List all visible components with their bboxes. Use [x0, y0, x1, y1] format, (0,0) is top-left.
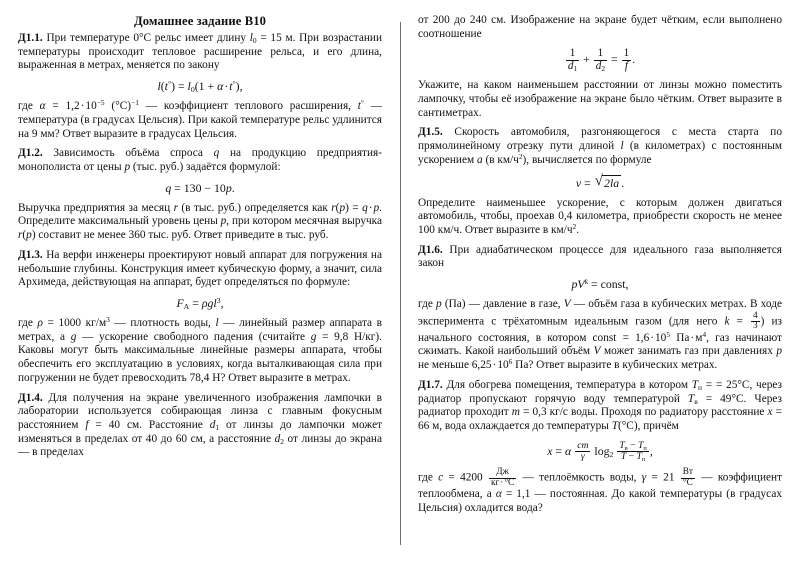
- problem-3-outro: где ρ = 1000 $кг/м^3$ — плотность воды, l — линейный размер аппарата в метрах, а g — ускорение свободного падения (считайте g = 9,8 Н/кг). Каковы могут быть максимальные линейные размеры аппарата, чтобы обеспечить его эксплуатацию в условиях, когда выталкивающая сила при погружении не будет превосходить 78,4 Н? Ответ выразите в метрах.: [18, 315, 382, 384]
- problem-6-outro: где p (Па) — давление в газе, V — объём газа в кубических метрах. В ходе эксперимента с трёхатомным идеальным газом (для него k = $\frac{4}{3}$ ) из начального состояния, в котором const = $1,6\cdot 10^5$ $Па\cdot м^4$, газ начинают сжимать. Какой наибольший объём V может занимать газ при давлениях p не меньше $6,25\cdot 10^6$ Па? Ответ выразите в кубических метрах.: [418, 298, 782, 372]
- problem-5-formula: v = √ 2la .: [575, 172, 625, 190]
- problem-2-intro: Д1.2. Зависимость объёма спроса q на продукцию предприятия-монополиста от цены p (тыс. руб.) задаётся формулой:: [18, 147, 382, 173]
- problem-2-number: Д1.2.: [18, 147, 43, 160]
- problem-1-formula: $l(t^\circ) = l_0(1 + \alpha\cdot t^\circ)$,: [157, 79, 243, 95]
- problem-3-number: Д1.3.: [18, 248, 43, 261]
- problem-1-outro: где $\alpha = 1,2\cdot 10^{-5}$ $(^\circ C)^{-1}$ — коэффициент теплового расширения, t° — температура (в градусах Цельсия). При какой температуре рельс удлинится на 9 мм? Ответ выразите в градусах Цельсия.: [18, 98, 382, 140]
- problem-2-outro: Выручка предприятия за месяц r (в тыс. руб.) определяется как r(p) = q·p. Определите максимальный уровень цены p, при котором месячная выручка r(p) составит не менее 360 тыс. руб. Ответ приведите в тыс. руб.: [18, 201, 382, 242]
- problem-4-outro: Укажите, на каком наименьшем расстоянии от линзы можно поместить лампочку, чтобы её изображение на экране было чётким. Ответ выразите в сантиметрах.: [418, 79, 782, 119]
- problem-1-intro: Д1.1. При температуре 0°C рельс имеет длину $l_0 = 15$ м. При возрастании температуры происходит тепловое расширение рельса, и его длина, выраженная в метрах, меняется по закону: [18, 32, 383, 72]
- left-column: [18, 0, 382, 464]
- problem-7-intro: Д1.7. Для обогрева помещения, температура в котором $T_п$ = = 25°C, через радиатор пропускают горячую воду температурой $T_в = 49^\circ C$. Через радиатор проходит m = 0,3 кг/с воды. Проходя по радиатору расстояние x = 66 м, вода охлаждается до температуры T(°C), причём: [418, 378, 783, 433]
- problem-7-outro: где c = 4200 $\frac{Дж}{кг\cdot^\circ C}$ — теплоёмкость воды, γ = 21 $\frac{Вт}{^\circ C}$ — коэффициент теплообмена, а α = 1,1 — постоянная. До какой температуры (в градусах Цельсия) охладится вода?: [418, 467, 783, 515]
- problem-5-intro: Д1.5. Скорость автомобиля, разгоняющегося с места старта по прямолинейному отрезку пути длиной l (в километрах) с постоянным ускорением a (в $км/ч^2$), вычисляется по формуле: [418, 126, 783, 166]
- problem-6-number: Д1.6.: [418, 243, 443, 256]
- problem-4-number: Д1.4.: [18, 391, 43, 404]
- right-column: [418, 0, 782, 520]
- problem-5-number: Д1.5.: [418, 126, 443, 139]
- problem-6-formula: $pV^k$ = const,: [571, 277, 629, 292]
- problem-4-intro: Д1.4. Для получения на экране увеличенного изображения лампочки в лаборатории используется собирающая линза с главным фокусным расстоянием f = 40 см. Расстояние $d_1$ от линзы до лампочки может изменяться в пределах от 40 до 60 см, а расстояние $d_2$ от линзы до экрана — в пределах: [18, 391, 383, 459]
- problem-4-formula: $\frac{1}{d_1}$ + $\frac{1}{d_2}$ = $\frac{1}{f}$ .: [567, 47, 636, 73]
- problem-2-formula: q = 130 − 10p.: [165, 180, 235, 195]
- page-title: Домашнее задание B10: [134, 14, 266, 28]
- problem-1-number: Д1.1.: [18, 32, 43, 44]
- problem-6-intro: Д1.6. При адиабатическом процессе для идеального газа выполняется закон: [418, 243, 782, 270]
- problem-3-formula: $F_A = \rho gl^3$,: [176, 295, 224, 312]
- problem-5-outro: Определите наименьшее ускорение, с которым должен двигаться автомобиль, чтобы, проехав 0,4 километра, приобрести скорость не менее 100 км/ч. Ответ выразите в $км/ч^2$.: [418, 196, 782, 236]
- problem-7-formula: x = α $\frac{cm}{\gamma}$ $\log_2$ $\frac{T_в - T_п}{T - T_п}$ ,: [547, 439, 653, 463]
- problem-4-continuation: от 200 до 240 см. Изображение на экране будет чётким, если выполнено соотношение: [418, 14, 782, 40]
- problem-3-intro: Д1.3. На верфи инженеры проектируют новый аппарат для погружения на небольшие глубины. Конструкция имеет кубическую форму, а значит, сила Архимеда, действующая на аппарат, будет определяться по формуле:: [18, 248, 382, 289]
- problem-7-number: Д1.7.: [418, 378, 443, 391]
- column-divider: [400, 22, 401, 545]
